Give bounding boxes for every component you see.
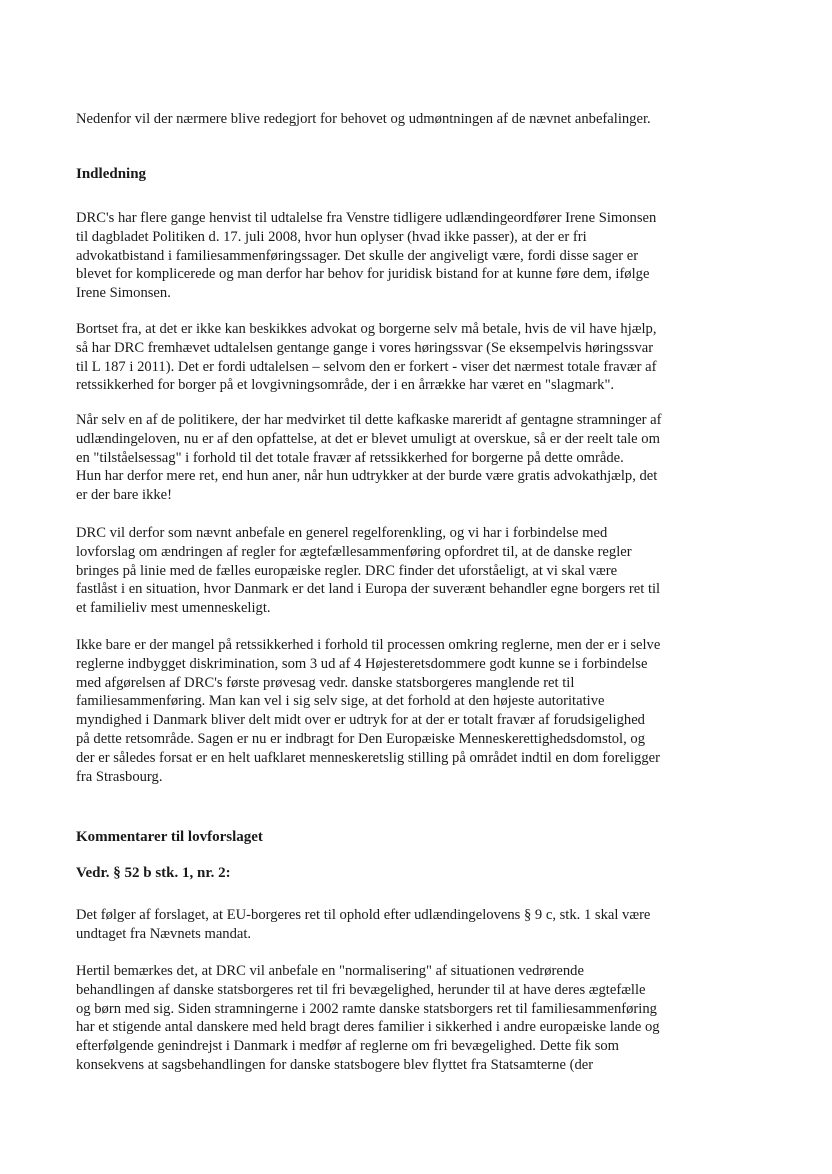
text-line: Nedenfor vil der nærmere blive redegjort for behovet og udmøntningen af de nævnet anbefalinger.	[76, 111, 651, 127]
text-line: har et stigende antal danskere med held bragt deres familier i sikkerhed i andre europæiske lande og	[76, 1019, 660, 1036]
paragraph-2	[76, 320, 748, 395]
text-line: konsekvens at sagsbehandlingen for danske statsbogere blev flyttet fra Statsamterne (der	[76, 1056, 594, 1073]
text-line: fastlåst i en situation, hvor Danmark er det land i Europa der suverænt behandler egne borgers ret til	[76, 581, 661, 598]
text-line: der er således forsat er en helt uafklaret menneskeretslig stilling på området indtil en dom foreligger	[76, 749, 660, 766]
text-line: lovforslag om ændringen af regler for ægtefællesammenføring opfordret til, at de danske regler	[76, 543, 632, 560]
paragraph-6	[76, 906, 748, 944]
text-line: undtaget fra Nævnets mandat.	[76, 925, 252, 942]
paragraph-1	[76, 209, 748, 303]
text-line: efterfølgende genindrejst i Danmark i medfør af reglerne om fri bevægelighed. Dette fik som	[76, 1038, 620, 1055]
paragraph-7	[76, 962, 748, 1075]
text-line: DRC's har flere gange henvist til udtalelse fra Venstre tidligere udlændingeordfører Irene Simonsen	[76, 210, 657, 226]
text-line: myndighed i Danmark bliver delt midt over er udtryk for at der er totalt fravær af forudsigelighed	[76, 712, 645, 729]
text-line: en "tilståelsessag" i forhold til det totale fravær af retssikkerhed for borgerne på dette område.	[76, 449, 624, 466]
text-line: Hertil bemærkes det, at DRC vil anbefale en "normalisering" af situationen vedrørende	[76, 963, 584, 979]
paragraph-4	[76, 524, 748, 618]
intro-paragraph	[76, 110, 748, 129]
text-line: til dagbladet Politiken d. 17. juli 2008, hvor hun oplyser (hvad ikke passer), at der er fri	[76, 228, 587, 245]
subheading-vedr: Vedr. § 52 b stk. 1, nr. 2:	[76, 865, 231, 881]
paragraph-5	[76, 636, 748, 786]
text-line: blevet for komplicerede og man derfor har behov for juridisk bistand for at kunne føre dem, ifølge	[76, 266, 650, 283]
text-line: bringes på linie med de fælles europæiske regler. DRC finder det uforståeligt, at vi skal være	[76, 562, 618, 579]
text-line: er der bare ikke!	[76, 487, 173, 504]
text-line: og børn med sig. Siden stramningerne i 2002 ramte danske statsborgers ret til familiesammenføring	[76, 1000, 657, 1017]
text-line: Når selv en af de politikere, der har medvirket til dette kafkaske mareridt af gentagne stramninger af	[76, 412, 662, 428]
text-line: familiesammenføring. Man kan vel i sig selv sige, at det forhold at den højeste autoritative	[76, 693, 605, 710]
text-line: et familieliv mest umenneskeligt.	[76, 600, 271, 617]
text-line: Det følger af forslaget, at EU-borgeres ret til ophold efter udlændingelovens § 9 c, stk. 1 skal være	[76, 907, 651, 923]
text-line: Ikke bare er der mangel på retssikkerhed i forhold til processen omkring reglerne, men der er i selve	[76, 637, 661, 653]
text-line: behandlingen af danske statsborgeres ret til fri bevægelighed, herunder til at have deres ægtefælle	[76, 981, 646, 998]
text-line: med afgørelsen af DRC's første prøvesag vedr. danske statsborgeres manglende ret til	[76, 674, 575, 691]
text-line: fra Strasbourg.	[76, 768, 163, 785]
text-line: så har DRC fremhævet udtalelsen gentange gange i vores høringssvar (Se eksempelvis høringssvar	[76, 339, 654, 356]
text-line: til L 187 i 2011). Det er fordi udtalelsen – selvom den er forkert - viser det nærmest totale fravær af	[76, 358, 657, 375]
text-line: retssikkerhed for borger på et lovgivningsområde, der i en årrække har været en "slagmark".	[76, 377, 615, 394]
text-line: advokatbistand i familiesammenføringssager. Det skulle der angiveligt være, fordi disse sager er	[76, 247, 639, 264]
section-heading-indledning: Indledning	[76, 166, 147, 182]
section-heading-kommentarer: Kommentarer til lovforslaget	[76, 829, 263, 845]
text-line: Irene Simonsen.	[76, 285, 171, 302]
text-line: DRC vil derfor som nævnt anbefale en generel regelforenkling, og vi har i forbindelse med	[76, 525, 608, 541]
paragraph-3	[76, 411, 748, 505]
text-line: Hun har derfor mere ret, end hun aner, når hun udtrykker at der burde være gratis advokathjælp, det	[76, 468, 658, 485]
text-line: på dette retsområde. Sagen er nu er indbragt for Den Europæiske Menneskerettighedsdomstol, og	[76, 730, 645, 747]
text-line: udlændingeloven, nu er af den opfattelse, at det er blevet umuligt at overskue, så er der reelt tale om	[76, 430, 660, 447]
text-line: Bortset fra, at det er ikke kan beskikkes advokat og borgerne selv må betale, hvis de vil have hjælp,	[76, 321, 657, 337]
text-line: reglerne indbygget diskrimination, som 3 ud af 4 Højesteretsdommere godt kunne se i forbindelse	[76, 655, 648, 672]
